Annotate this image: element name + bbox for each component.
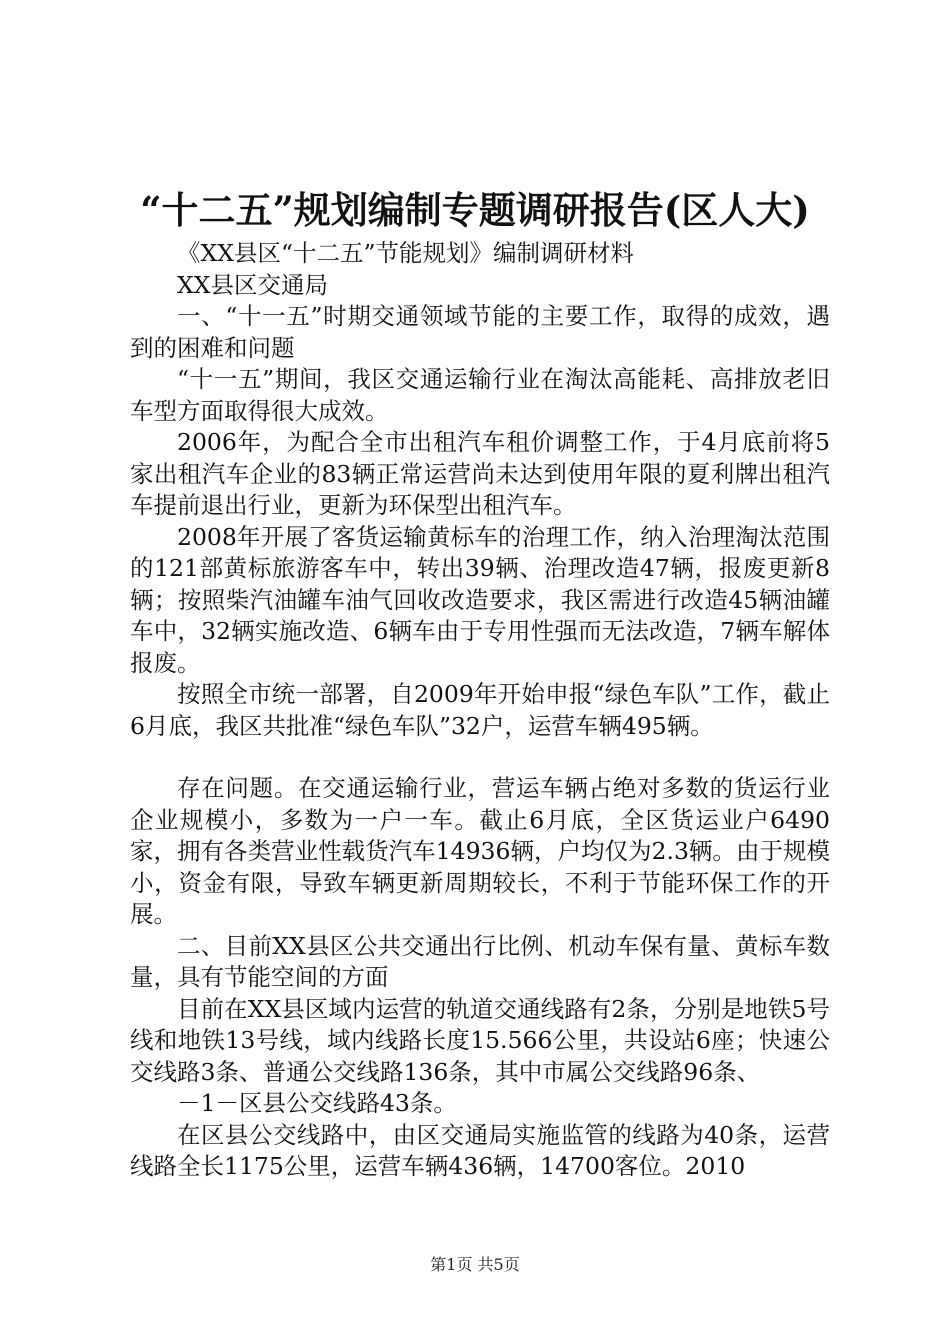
paragraph: 《XX县区“十二五”节能规划》编制调研材料 — [177, 239, 634, 267]
document-title: “十二五”规划编制专题调研报告(区人大) — [140, 188, 810, 232]
paragraph: 2006年，为配合全市出租汽车租价调整工作，于4月底前将5家出租汽车企业的83辆正常运营尚未达到使用年限的夏利牌出租汽车提前退出行业，更新为环保型出租汽车。 — [130, 428, 830, 519]
paragraph: 存在问题。在交通运输行业，营运车辆占绝对多数的货运行业企业规模小，多数为一户一车。截止6月底，全区货运业户6490家，拥有各类营业性载货汽车14936辆，户均仅为2.3辆。由于规模小，资金有限，导致车辆更新周期较长，不利于节能环保工作的开展。 — [130, 774, 830, 928]
paragraph: 目前在XX县区域内运营的轨道交通线路有2条，分别是地铁5号线和地铁13号线，域内线路长度15.566公里，共设站6座；快速公交线路3条、普通公交线路136条，其中市属公交线路96条、 — [130, 994, 830, 1086]
paragraph: 2008年开展了客货运输黄标车的治理工作，纳入治理淘汰范围的121部黄标旅游客车中，转出39辆、治理改造47辆，报废更新8辆；按照柴汽油罐车油气回收改造要求，我区需进行改造45辆油罐车中，32辆实施改造、6辆车由于专用性强而无法改造，7辆车解体报废。 — [130, 522, 830, 677]
document-body — [130, 238, 830, 1183]
paragraph: 二、目前XX县区公共交通出行比例、机动车保有量、黄标车数量，具有节能空间的方面 — [130, 931, 830, 991]
page-number: 第1页 共5页 — [430, 1255, 520, 1274]
paragraph: 按照全市统一部署，自2009年开始申报“绿色车队”工作，截止6月底，我区共批准“绿色车队”32户，运营车辆495辆。 — [130, 680, 830, 740]
paragraph: －1－区县公交线路43条。 — [177, 1089, 457, 1117]
paragraph: “十一五”期间，我区交通运输行业在淘汰高能耗、高排放老旧车型方面取得很大成效。 — [130, 365, 830, 425]
paragraph: XX县区交通局 — [177, 270, 328, 299]
paragraph: 在区县公交线路中，由区交通局实施监管的线路为40条，运营线路全长1175公里，运营车辆436辆，14700客位。2010 — [130, 1120, 830, 1180]
paragraph: 一、“十一五”时期交通领域节能的主要工作，取得的成效，遇到的困难和问题 — [130, 302, 830, 362]
